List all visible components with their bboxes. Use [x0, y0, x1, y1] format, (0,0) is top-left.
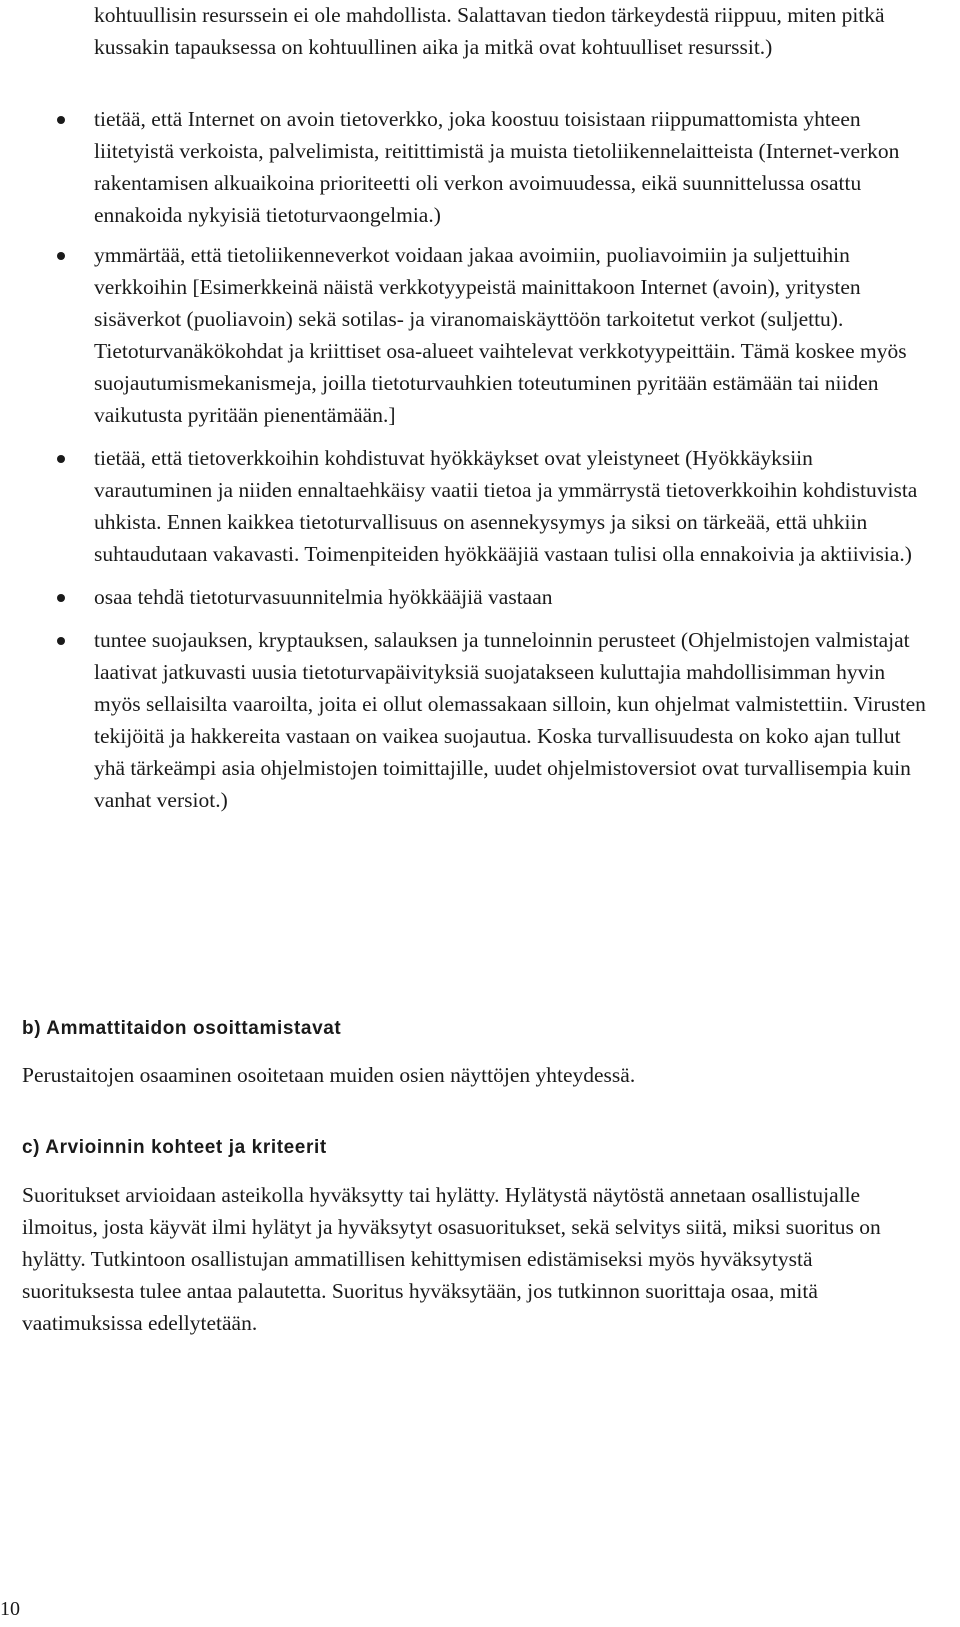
continuation-paragraph: kohtuullisin resurssein ei ole mahdollista. Salattavan tiedon tärkeydestä riippuu, miten pitkä kussakin tapauksessa on kohtuullinen aika ja mitkä ovat kohtuulliset resurssit.): [94, 3, 885, 59]
section-b-text: Perustaitojen osaaminen osoitetaan muiden osien näyttöjen yhteydessä.: [22, 1063, 636, 1087]
section-c-heading: c) Arvioinnin kohteet ja kriteerit: [22, 1137, 327, 1158]
bullet-icon: [57, 637, 65, 645]
page-number: 10: [0, 1598, 20, 1620]
list-item-text: osaa tehdä tietoturvasuunnitelmia hyökkääjiä vastaan: [94, 585, 553, 609]
list-item-text: ymmärtää, että tietoliikenneverkot voidaan jakaa avoimiin, puoliavoimiin ja suljettuihin verkkoihin [Esimerkkeinä näistä verkkotyypeistä mainittakoon Internet (avoin), yritysten sisäverkot (puoliavoin) sekä sotilas- ja viranomaiskäyttöön tarkoitetut verkot (suljettu). Tietoturvanäkökohdat ja kriittiset osa-alueet vaihtelevat verkkotyypeittäin. Tämä koskee myös suojautumismekanismeja, joilla tietoturvauhkien toteutuminen pyritään estämään tai niiden vaikutusta pyritään pienentämään.]: [94, 243, 907, 427]
section-c-text: Suoritukset arvioidaan asteikolla hyväksytty tai hylätty. Hylätystä näytöstä annetaan osallistujalle ilmoitus, josta käyvät ilmi hylätyt ja hyväksytyt osasuoritukset, sekä selvitys siitä, miksi suoritus on hylätty. Tutkintoon osallistujan ammatillisen kehittymisen edistämiseksi myös hyväksytystä suorituksesta tulee antaa palautetta. Suoritus hyväksytään, jos tutkinnon suorittaja osaa, mitä vaatimuksissa edellytetään.: [22, 1183, 881, 1335]
list-item: [94, 239, 926, 431]
list-item: [94, 442, 926, 570]
list-item-text: tuntee suojauksen, kryptauksen, salauksen ja tunneloinnin perusteet (Ohjelmistojen valmistajat laativat jatkuvasti uusia tietoturvapäivityksiä suojatakseen kuluttajia mahdollisimman hyvin myös sellaisilta vaaroilta, joita ei ollut olemassakaan silloin, kun ohjelmat valmistettiin. Virusten tekijöitä ja hakkereita vastaan on vaikea suojautua. Koska turvallisuudesta on koko ajan tullut yhä tärkeämpi asia ohjelmistojen toimittajille, uudet ohjelmistoversiot ovat turvallisempia kuin vanhat versiot.): [94, 628, 926, 812]
bullet-icon: [57, 252, 65, 260]
section-b-heading: b) Ammattitaidon osoittamistavat: [22, 1018, 342, 1039]
list-item: [94, 581, 926, 613]
list-item: [94, 624, 926, 816]
bullet-icon: [57, 594, 65, 602]
list-item-text: tietää, että Internet on avoin tietoverkko, joka koostuu toisistaan riippumattomista yhteen liitetyistä verkoista, palvelimista, reitittimistä ja muista tietoliikennelaitteista (Internet-verkon rakentamisen alkuaikoina prioriteetti oli verkon avoimuudessa, eikä suunnittelussa osattu ennakoida nykyisiä tietoturvaongelmia.): [94, 107, 900, 227]
bullet-icon: [57, 455, 65, 463]
bullet-icon: [57, 116, 65, 124]
list-item: [94, 103, 926, 231]
bullet-list: [94, 103, 926, 816]
list-item-text: tietää, että tietoverkkoihin kohdistuvat hyökkäykset ovat yleistyneet (Hyökkäyksiin varautuminen ja niiden ennaltaehkäisy vaatii tietoa ja ymmärrystä tietoverkkoihin kohdistuvista uhkista. Ennen kaikkea tietoturvallisuus on asennekysymys ja siksi on tärkeää, että uhkiin suhtaudutaan vakavasti. Toimenpiteiden hyökkääjiä vastaan tulisi olla ennakoivia ja aktiivisia.): [94, 446, 918, 566]
